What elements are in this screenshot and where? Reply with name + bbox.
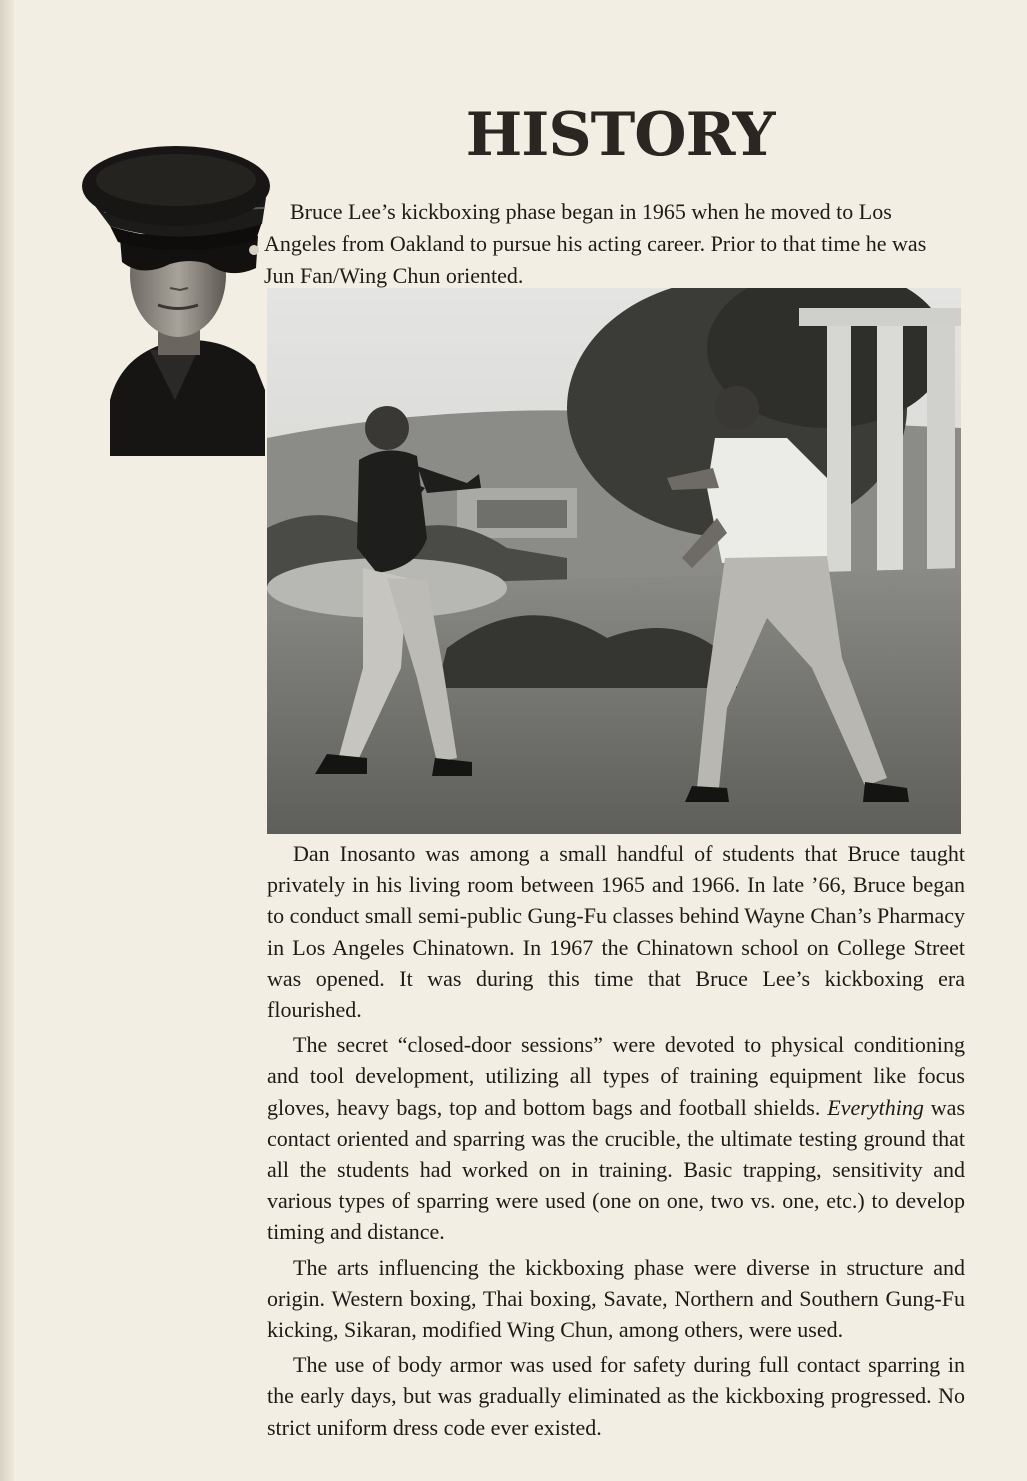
paragraph-4: The use of body armor was used for safety during full contact sparring in the early days, but was gradually eliminated as the kickboxing progressed. No strict uniform dress code ever existed.	[267, 1352, 965, 1440]
body-text	[267, 838, 965, 1447]
page-binding-edge	[0, 0, 14, 1481]
paragraph-2-part-1: The secret “closed-door sessions” were devoted to physical conditioning and tool development, utilizing all types of training equipment like focus gloves, heavy bags, top and bottom bags and football shields.	[267, 1032, 965, 1120]
photo-icon	[267, 288, 961, 834]
portrait-icon	[80, 140, 270, 456]
intro-text: Bruce Lee’s kickboxing phase began in 1965 when he moved to Los Angeles from Oakland to pursue his acting career. Prior to that time he was Jun Fan/Wing Chun oriented.	[264, 199, 927, 288]
paragraph-2	[267, 1029, 965, 1247]
paragraph-1: Dan Inosanto was among a small handful of students that Bruce taught privately in his living room between 1965 and 1966. In late ’66, Bruce began to conduct small semi-public Gung-Fu classes behind Wayne Chan’s Pharmacy in Los Angeles Chinatown. In 1967 the Chinatown school on College Street was opened. It was during this time that Bruce Lee’s kickboxing era flourished.	[267, 841, 965, 1023]
intro-paragraph	[264, 196, 962, 292]
paragraph-2-emphasis: Everything	[827, 1094, 924, 1120]
page-title: HISTORY	[465, 100, 775, 170]
paragraph-3: The arts influencing the kickboxing phase were diverse in structure and origin. Western boxing, Thai boxing, Savate, Northern and Southern Gung-Fu kicking, Sikaran, modified Wing Chun, among others, were used.	[267, 1254, 965, 1343]
paragraph-2-part-2: was contact oriented and sparring was the crucible, the ultimate testing ground that all the students had worked on in training. Basic trapping, sensitivity and various types of sparring were used (one on one, two vs. one, etc.) to develop timing and distance.	[267, 1094, 966, 1245]
